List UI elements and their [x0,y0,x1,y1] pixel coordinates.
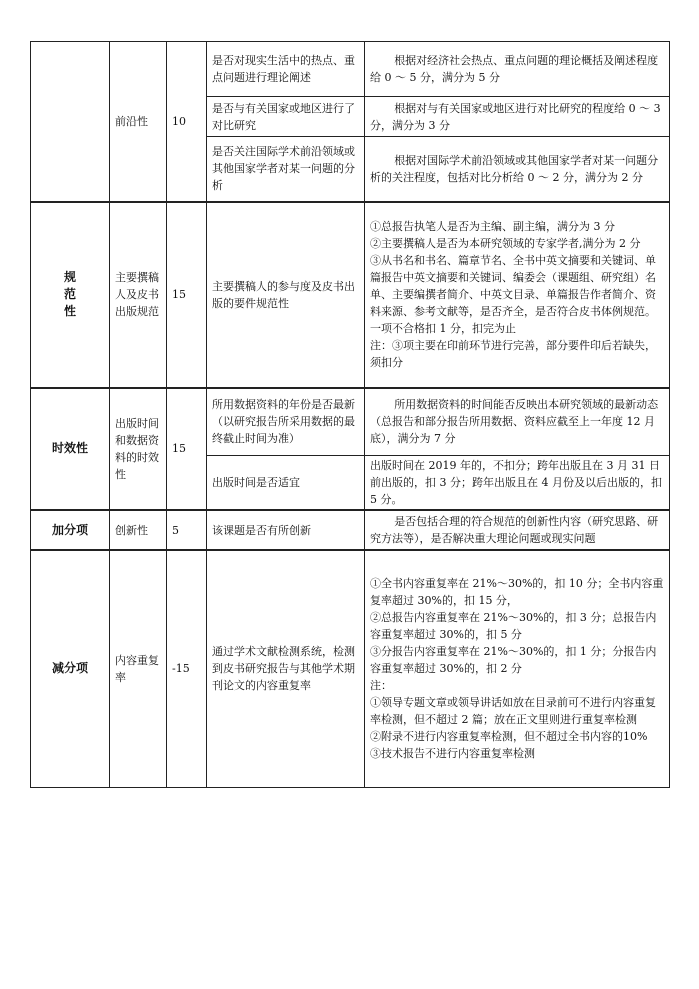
indicator-cell: 内容重复率 [110,550,167,787]
score-cell: 15 [167,388,207,511]
standard-cell: 出版时间在 2019 年的，不扣分；跨年出版且在 3 月 31 日前出版的，扣 3 分；跨年出版且在 4 月份及以后出版的，扣 5 分。 [365,456,670,511]
criterion-cell: 主要撰稿人的参与度及皮书出版的要件规范性 [207,202,365,388]
indicator-cell: 出版时间和数据资料的时效性 [110,388,167,511]
standard-cell: 根据对国际学术前沿领域或其他国家学者对某一问题分析的关注程度，包括对比分析给 0 ～ 2 分，满分为 2 分 [365,137,670,202]
standard-cell: 根据对经济社会热点、重点问题的理论概括及阐述程度给 0 ～ 5 分，满分为 5 分 [365,42,670,97]
category-cell: 加分项 [31,510,110,550]
category-cell: 规 范 性 [31,202,110,388]
criterion-cell: 该课题是否有所创新 [207,510,365,550]
criterion-cell: 是否与有关国家或地区进行了对比研究 [207,97,365,137]
indicator-cell: 主要撰稿人及皮书出版规范 [110,202,167,388]
category-cell: 时效性 [31,388,110,511]
criterion-cell: 是否对现实生活中的热点、重点问题进行理论阐述 [207,42,365,97]
table-row [31,510,670,550]
standard-cell: ①总报告执笔人是否为主编、副主编，满分为 3 分 ②主要撰稿人是否为本研究领域的专家学者,满分为 2 分 ③从书名和书名、篇章节名、全书中英文摘要和关键词、单篇报告中英文摘要和关键词、编委会（课题组、研究组）名单、主要编撰者简介、中英文目录、单篇报告作者简介、资料来源、参考文献等，是否齐全，是否符合皮书体例规范。一项不合格扣 1 分，扣完为止 注：③项主要在印前环节进行完善，部分要件印后若缺失，须扣分 [365,202,670,388]
standard-cell: 根据对与有关国家或地区进行对比研究的程度给 0 ～ 3 分，满分为 3 分 [365,97,670,137]
table-row [31,42,670,97]
criterion-cell: 是否关注国际学术前沿领域或其他国家学者对某一问题的分析 [207,137,365,202]
table-row [31,388,670,456]
standard-cell: ①全书内容重复率在 21%～30%的，扣 10 分；全书内容重复率超过 30%的，扣 15 分， ②总报告内容重复率在 21%～30%的，扣 3 分；总报告内容重复率超过 30%的，扣 5 分 ③分报告内容重复率在 21%～30%的，扣 1 分；分报告内容重复率超过 30%的，扣 2 分 注： ①领导专题文章或领导讲话如放在目录前可不进行内容重复率检测，但不超过 2 篇；放在正文里则进行重复率检测 ②附录不进行内容重复率检测，但不超过全书内容的10% ③技术报告不进行内容重复率检测 [365,550,670,787]
table-row [31,550,670,787]
criterion-cell: 出版时间是否适宜 [207,456,365,511]
criterion-cell: 通过学术文献检测系统，检测到皮书研究报告与其他学术期刊论文的内容重复率 [207,550,365,787]
score-cell: 15 [167,202,207,388]
indicator-cell: 创新性 [110,510,167,550]
table-row [31,202,670,388]
score-cell: 5 [167,510,207,550]
standard-cell: 所用数据资料的时间能否反映出本研究领域的最新动态（总报告和部分报告所用数据、资料应截至上一年度 12 月底），满分为 7 分 [365,388,670,456]
score-cell: -15 [167,550,207,787]
criterion-cell: 所用数据资料的年份是否最新（以研究报告所采用数据的最终截止时间为准） [207,388,365,456]
category-cell [31,42,110,202]
evaluation-table [30,41,670,788]
score-cell: 10 [167,42,207,202]
indicator-cell: 前沿性 [110,42,167,202]
category-cell: 减分项 [31,550,110,787]
standard-cell: 是否包括合理的符合规范的创新性内容（研究思路、研究方法等），是否解决重大理论问题或现实问题 [365,510,670,550]
